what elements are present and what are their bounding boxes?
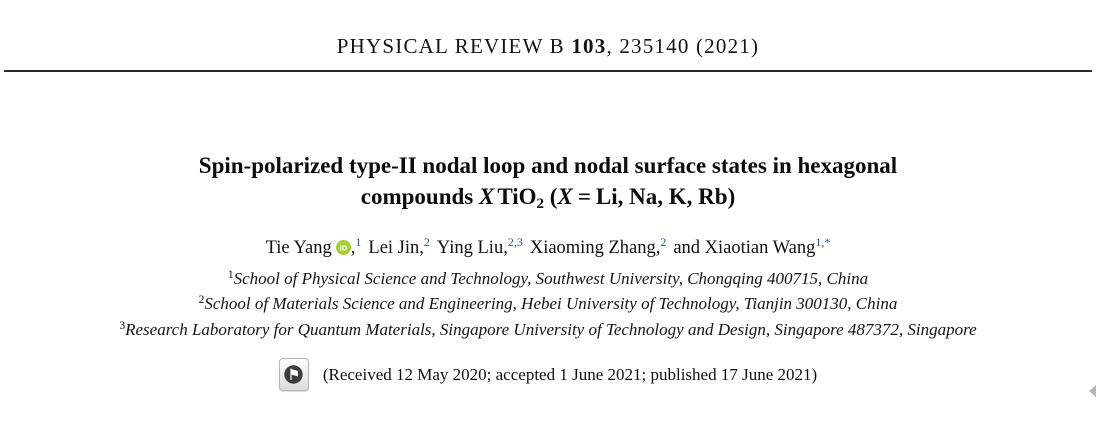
affiliation-line: $^2$School of Materials Science and Engineering, Hebei University of Technology, Tianjin 300130, China bbox=[198, 294, 898, 314]
affiliation-ref-link[interactable]: 2 bbox=[423, 235, 430, 249]
header-divider bbox=[4, 70, 1092, 72]
author-name: Xiaoming Zhang bbox=[529, 238, 656, 258]
affiliation-line: $^3$Research Laboratory for Quantum Materials, Singapore University of Technology and Design, Singapore 487372, Singapore bbox=[119, 319, 977, 339]
svg-text:iD: iD bbox=[339, 243, 348, 253]
author: Lei Jin,$^2$ bbox=[368, 235, 430, 258]
author: Ying Liu,$^{2,3}$ bbox=[436, 235, 523, 258]
paper-title bbox=[0, 150, 1096, 212]
affiliation-ref-link[interactable]: 1 bbox=[355, 235, 362, 249]
journal-header bbox=[0, 34, 1096, 59]
author: Tie Yang iD ,$^1$ bbox=[265, 235, 362, 258]
author bbox=[673, 235, 831, 258]
formula-variable: X bbox=[478, 184, 495, 209]
author: Xiaoming Zhang,$^2$ bbox=[529, 235, 667, 258]
affiliation-ref-link[interactable]: 2,3 bbox=[507, 235, 523, 249]
author-line bbox=[0, 235, 1096, 259]
author-name: and Xiaotian Wang bbox=[673, 238, 816, 258]
dates-text: (Received 12 May 2020; accepted 1 June 2021; published 17 June 2021) bbox=[322, 364, 818, 384]
crossmark-icon[interactable] bbox=[279, 358, 309, 391]
formula-subscript: 2 bbox=[536, 196, 545, 212]
affiliation-line: $^1$School of Physical Science and Technology, Southwest University, Chongqing 400715, China bbox=[227, 269, 869, 288]
affiliation-ref-link[interactable]: 1,* bbox=[815, 235, 831, 249]
dates-row bbox=[0, 358, 1096, 391]
author-name: Ying Liu bbox=[436, 238, 504, 258]
author-name: Lei Jin bbox=[368, 238, 420, 258]
title-line-2: compounds X TiO$_2$ (X = Li, Na, K, Rb) bbox=[360, 184, 736, 212]
journal-issue-info: , 235140 (2021) bbox=[606, 34, 760, 58]
orcid-icon[interactable] bbox=[336, 240, 351, 255]
journal-name: PHYSICAL REVIEW B bbox=[336, 34, 565, 58]
affiliations-block bbox=[0, 266, 1096, 342]
author-name: Tie Yang bbox=[265, 238, 332, 258]
affiliation-ref-link[interactable]: 2 bbox=[660, 235, 667, 249]
journal-volume: 103 bbox=[571, 34, 607, 58]
edge-arrow-artifact bbox=[1089, 385, 1096, 397]
title-line-1: Spin-polarized type-II nodal loop and nodal surface states in hexagonal bbox=[198, 153, 898, 178]
variable-x: X bbox=[557, 184, 573, 209]
